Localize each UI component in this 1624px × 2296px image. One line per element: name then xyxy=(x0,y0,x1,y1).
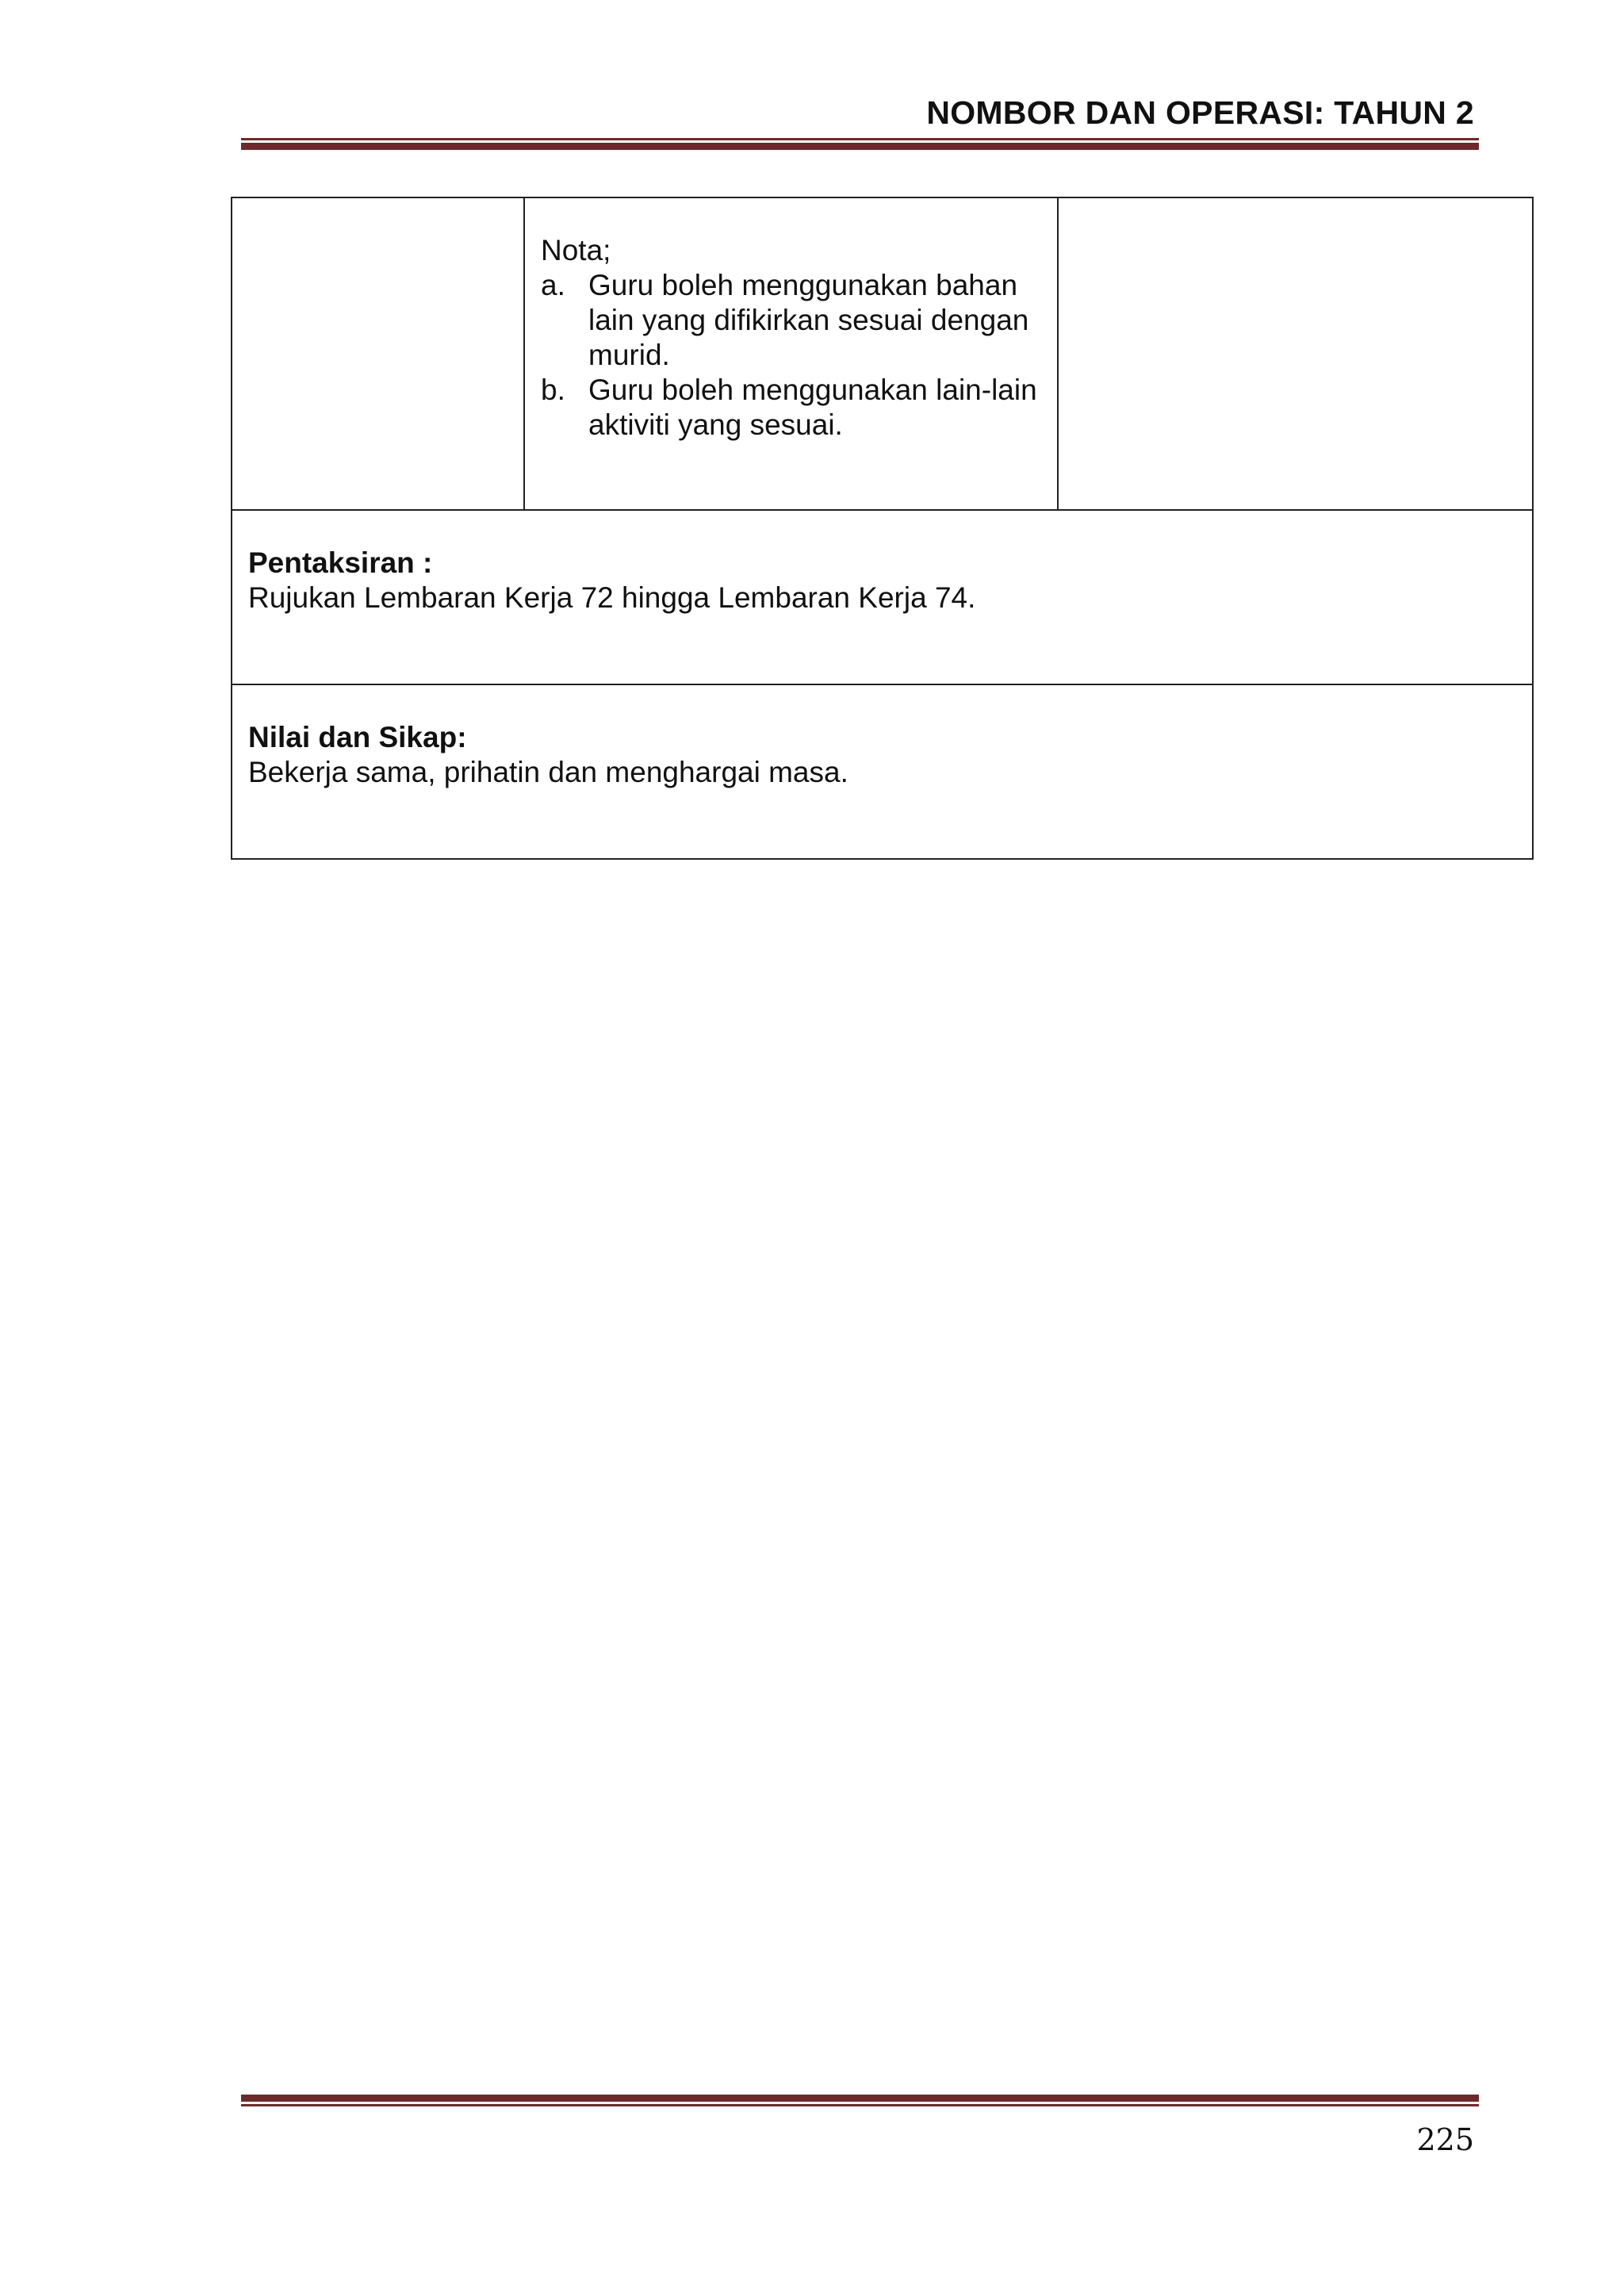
list-marker: a. xyxy=(541,269,565,301)
empty-cell-left xyxy=(232,197,524,510)
list-item xyxy=(541,373,1041,443)
list-item-text: Guru boleh menggunakan lain-lain aktiviti yang sesuai. xyxy=(588,374,1037,441)
assessment-heading: Pentaksiran : xyxy=(248,546,433,579)
header-rule xyxy=(241,138,1479,150)
lesson-plan-table xyxy=(231,197,1534,860)
values-cell xyxy=(232,684,1533,859)
assessment-text: Rujukan Lembaran Kerja 72 hingga Lembaran Kerja 74. xyxy=(248,581,976,614)
notes-list xyxy=(541,268,1041,443)
table-row-assessment xyxy=(232,510,1533,684)
footer-rule xyxy=(241,2095,1479,2106)
notes-cell xyxy=(524,197,1058,510)
assessment-cell xyxy=(232,510,1533,684)
empty-cell-right xyxy=(1058,197,1533,510)
table-row-notes xyxy=(232,197,1533,510)
list-marker: b. xyxy=(541,374,565,406)
list-item xyxy=(541,268,1041,373)
notes-title: Nota; xyxy=(541,234,611,266)
values-text: Bekerja sama, prihatin dan menghargai masa. xyxy=(248,756,848,788)
page-header-title: NOMBOR DAN OPERASI: TAHUN 2 xyxy=(926,94,1474,131)
table-row-values xyxy=(232,684,1533,859)
page-number: 225 xyxy=(1416,2122,1474,2157)
values-heading: Nilai dan Sikap: xyxy=(248,721,467,753)
list-item-text: Guru boleh menggunakan bahan lain yang difikirkan sesuai dengan murid. xyxy=(588,269,1029,371)
